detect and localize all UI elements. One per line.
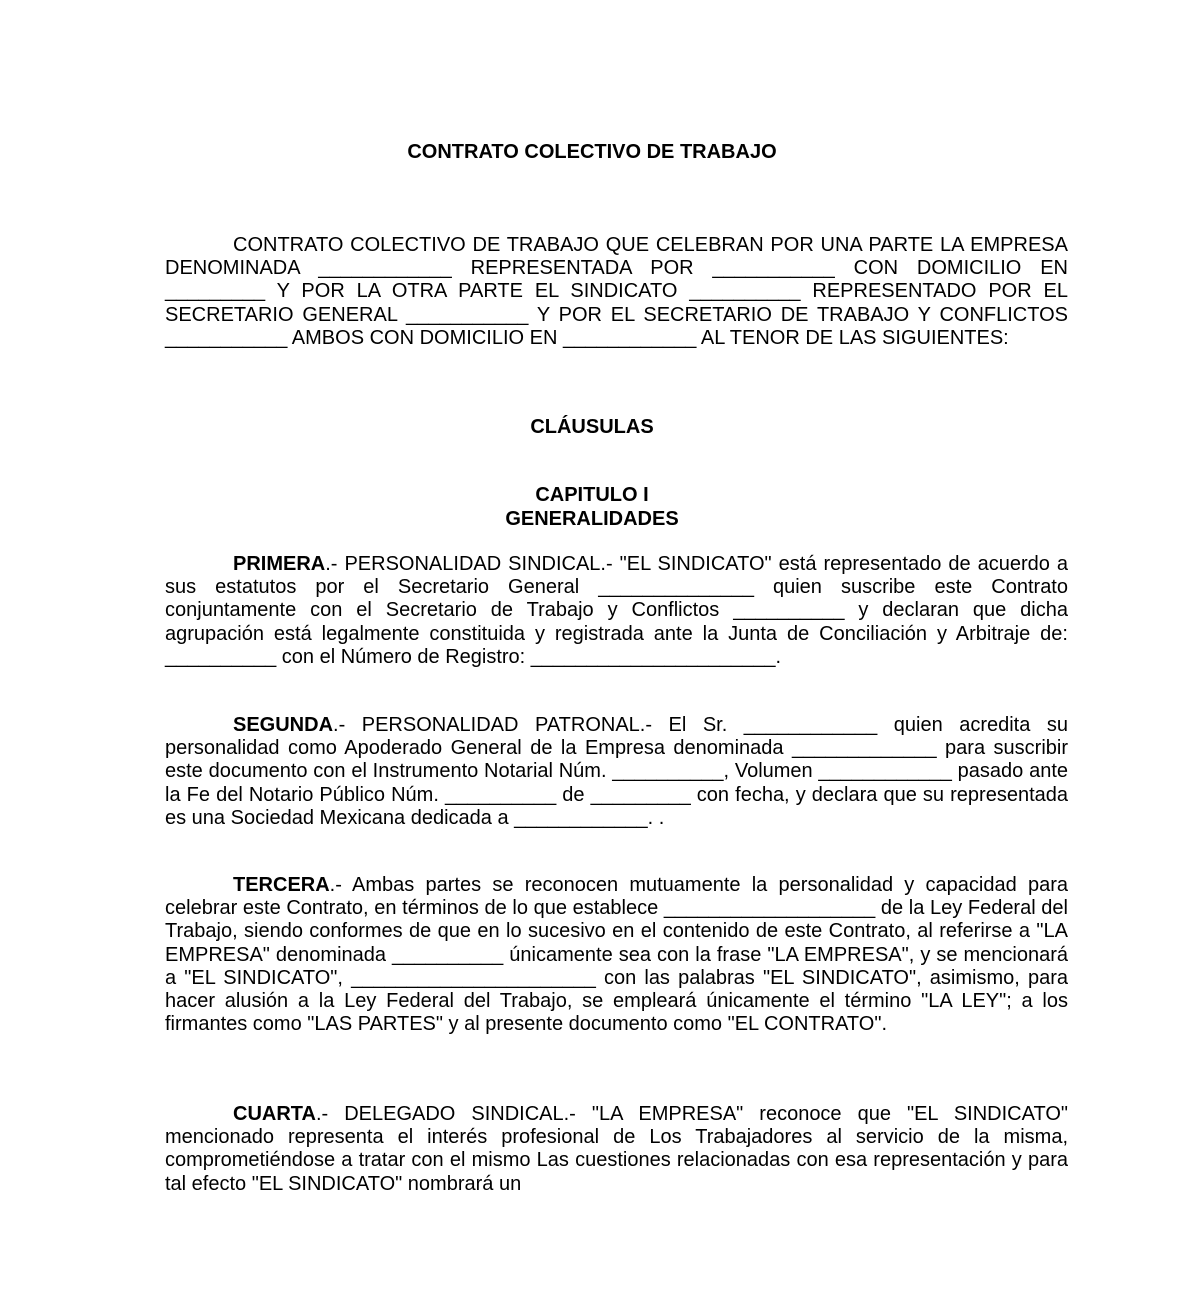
- clause-cuarta: [165, 1103, 1068, 1196]
- document-title: CONTRATO COLECTIVO DE TRABAJO: [407, 141, 777, 163]
- clause-tercera: [165, 874, 1068, 1036]
- chapter-number: CAPITULO I: [535, 484, 649, 506]
- clause-text: .- PERSONALIDAD PATRONAL.- El Sr. ____________ quien acredita su personalidad como Apoderado General de la Empresa denominada _____________ para suscribir este documento con el Instrumento Notarial Núm. __________, Volumen ____________ pasado ante la Fe del Notario Público Núm. __________ de _________ con fecha, y declara que su representada es una Sociedad Mexicana dedicada a ____________. .: [165, 714, 1068, 829]
- intro-paragraph: CONTRATO COLECTIVO DE TRABAJO QUE CELEBRAN POR UNA PARTE LA EMPRESA DENOMINADA ____________ REPRESENTADA POR ___________ CON DOMICILIO EN _________ Y POR LA OTRA PARTE EL SINDICATO __________ REPRESENTADO POR EL SECRETARIO GENERAL ___________ Y POR EL SECRETARIO DE TRABAJO Y CONFLICTOS ___________ AMBOS CON DOMICILIO EN ____________ AL TENOR DE LAS SIGUIENTES:: [165, 234, 1068, 349]
- clauses-heading: CLÁUSULAS: [530, 416, 654, 438]
- clause-primera: [165, 553, 1068, 669]
- clause-label: TERCERA: [233, 874, 330, 896]
- chapter-title: GENERALIDADES: [505, 507, 679, 530]
- clause-segunda: [165, 714, 1068, 830]
- clause-label: CUARTA: [233, 1103, 316, 1125]
- clause-label: PRIMERA: [233, 553, 326, 575]
- clause-text: .- Ambas partes se reconocen mutuamente la personalidad y capacidad para celebrar este Contrato, en términos de lo que establece ___________________ de la Ley Federal del Trabajo, siendo conformes de que en lo sucesivo en el contenido de este Contrato, al referirse a "LA EMPRESA" denominada __________ únicamente sea con la frase "LA EMPRESA", y se mencionará a "EL SINDICATO", ______________________ con las palabras "EL SINDICATO", asimismo, para hacer alusión a la Ley Federal del Trabajo, se empleará únicamente el término "LA LEY"; a los firmantes como "LAS PARTES" y al presente documento como "EL CONTRATO".: [165, 874, 1068, 1036]
- chapter-heading: [0, 484, 1184, 531]
- clause-label: SEGUNDA: [233, 714, 334, 736]
- clause-text: .- DELEGADO SINDICAL.- "LA EMPRESA" reconoce que "EL SINDICATO" mencionado representa el interés profesional de Los Trabajadores al servicio de la misma, comprometiéndose a tratar con el mismo Las cuestiones relacionadas con esa representación y para tal efecto "EL SINDICATO" nombrará un: [165, 1103, 1068, 1195]
- clause-text: .- PERSONALIDAD SINDICAL.- "EL SINDICATO" está representado de acuerdo a sus estatutos por el Secretario General ______________ quien suscribe este Contrato conjuntamente con el Secretario de Trabajo y Conflictos __________ y declaran que dicha agrupación está legalmente constituida y registrada ante la Junta de Conciliación y Arbitraje de: __________ con el Número de Registro: ______________________.: [165, 553, 1068, 668]
